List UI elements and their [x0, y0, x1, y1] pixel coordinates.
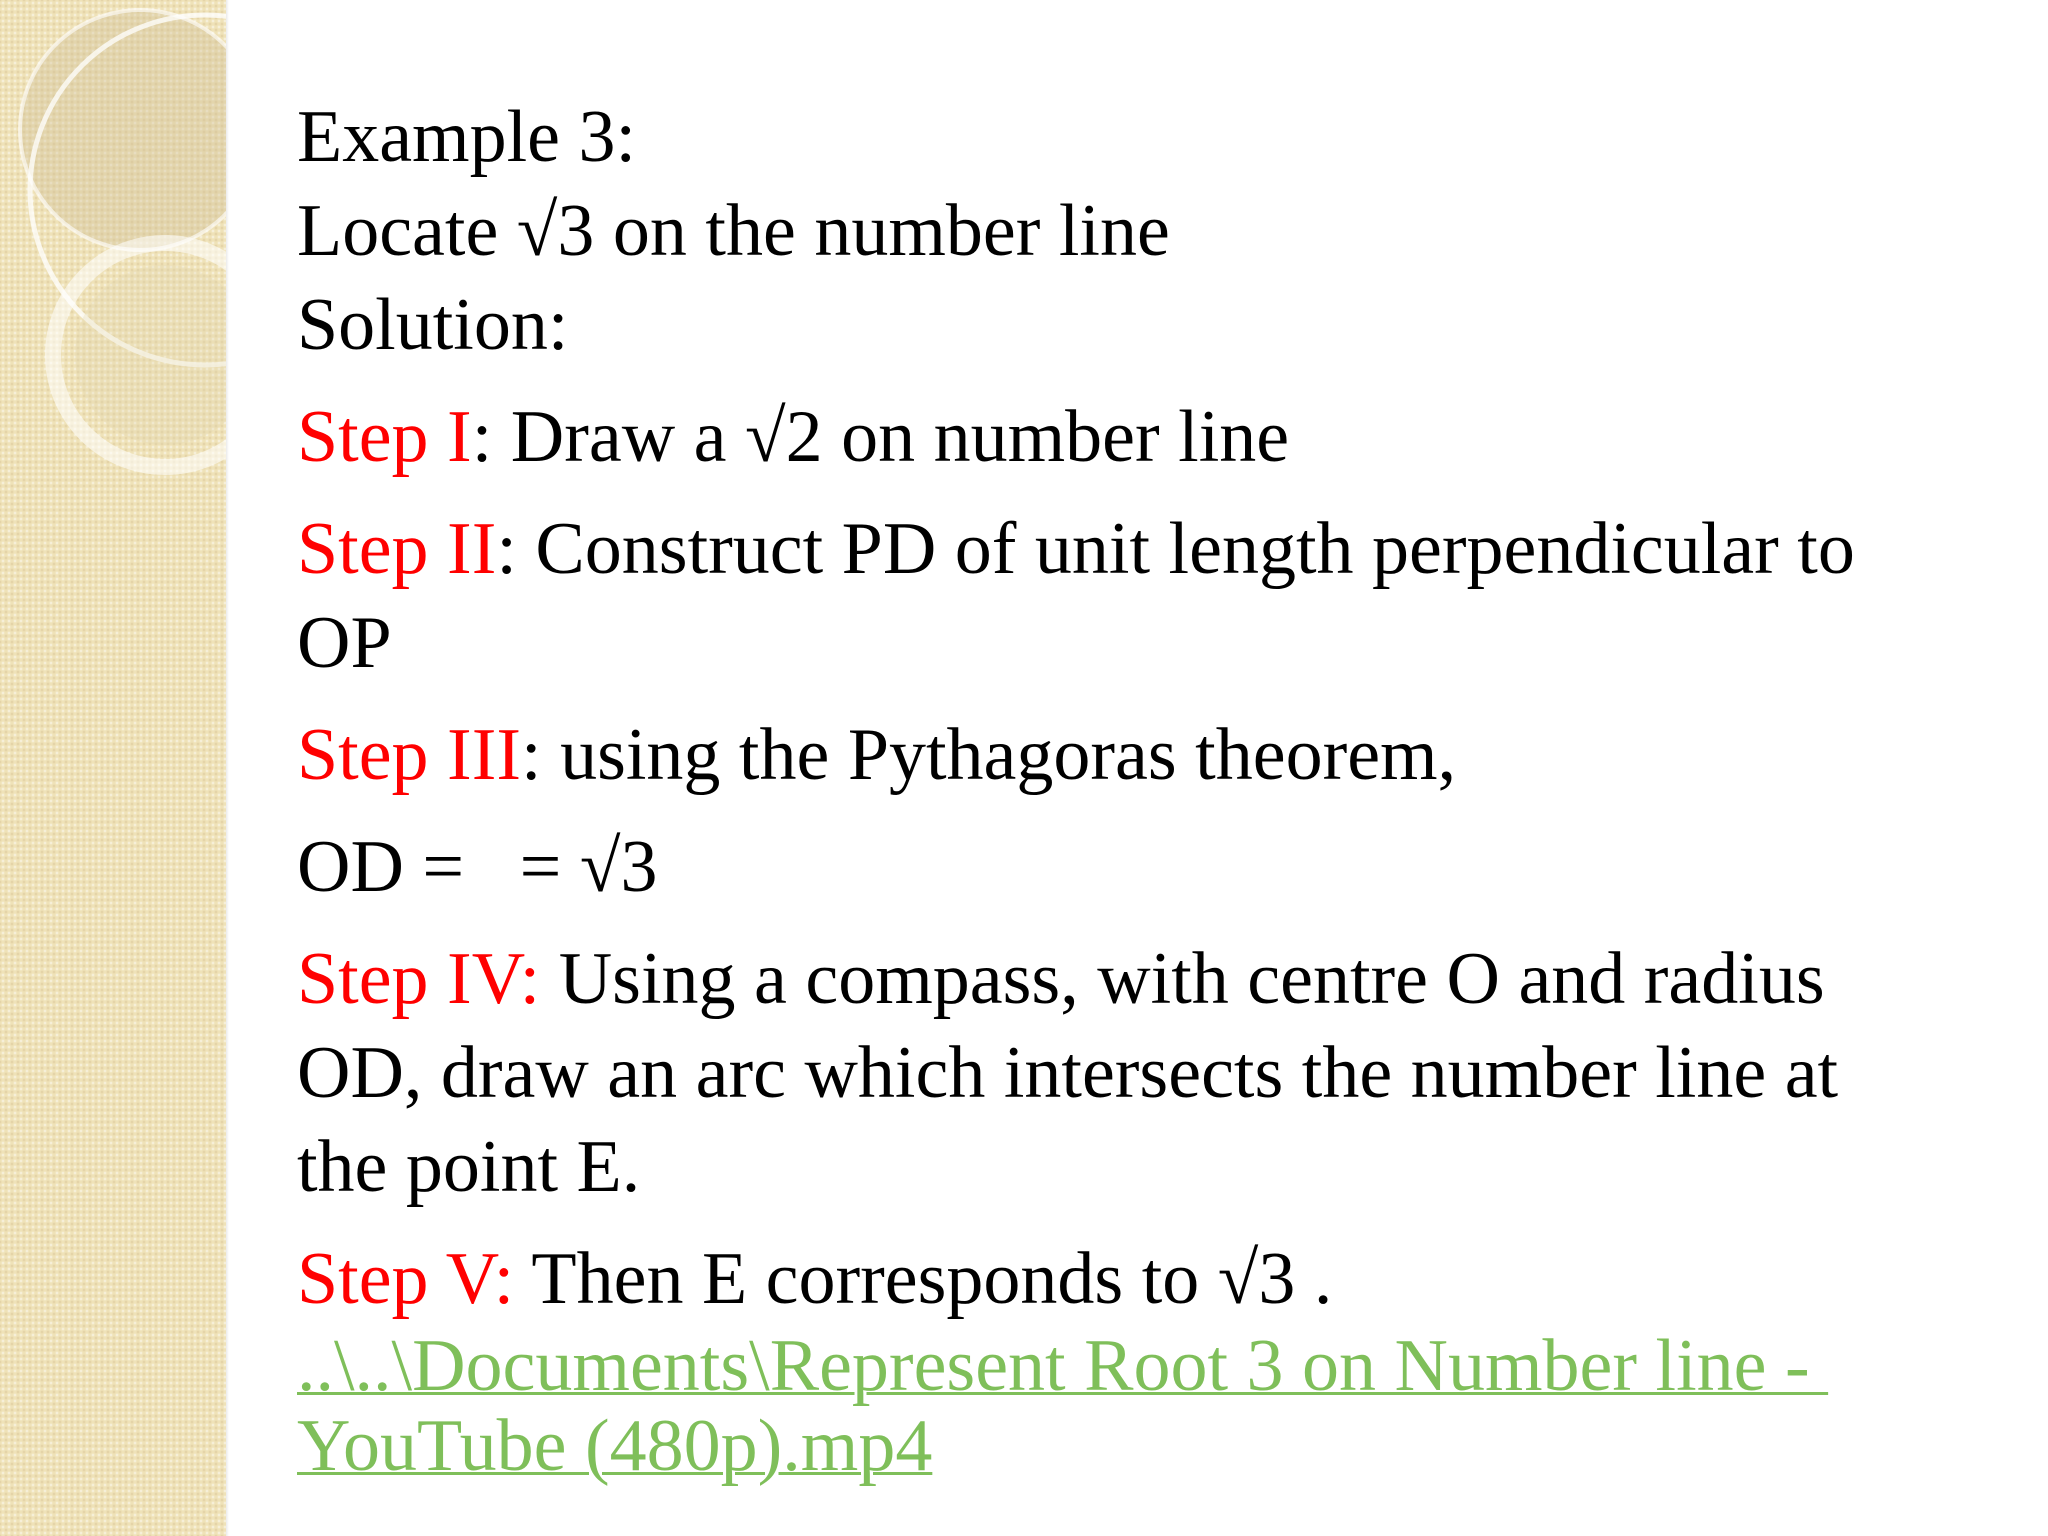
step-5-text: Then E corresponds to √3 . [514, 1238, 1333, 1320]
step-4-text: Using a compass, with centre O and radius [540, 938, 1825, 1020]
task-statement: Locate √3 on the number line [297, 190, 1170, 272]
video-link-line-2[interactable]: YouTube (480p).mp4 [297, 1405, 933, 1487]
decorative-sidebar [0, 0, 226, 1536]
step-1 [297, 390, 1997, 484]
example-heading: Example 3: [297, 96, 637, 178]
step-2-text: Construct PD of unit length perpendicular to [516, 508, 1855, 590]
equation: OD = = √3 [297, 826, 658, 908]
step-1-text: Draw a √2 on number line [492, 396, 1290, 478]
step-4-continuation: OD, draw an arc which intersects the number line at [297, 1032, 1839, 1114]
step-3-sep: : [521, 714, 542, 796]
decorative-rings [0, 0, 226, 1536]
video-link-line-1[interactable]: ..\..\Documents\Represent Root 3 on Number line - [297, 1325, 1829, 1407]
slide-content [297, 90, 1997, 1486]
sidebar-divider [226, 0, 229, 1536]
solution-heading: Solution: [297, 284, 569, 366]
step-1-label: Step I [297, 396, 472, 478]
step-2-sep: : [496, 508, 517, 590]
step-4-continuation-2: the point E. [297, 1126, 641, 1208]
step-2-label: Step II [297, 508, 497, 590]
step-3-text: using the Pythagoras theorem, [541, 714, 1457, 796]
video-link[interactable] [297, 1326, 1997, 1486]
step-3 [297, 708, 1997, 802]
step-4 [297, 932, 1997, 1214]
step-2-continuation: OP [297, 602, 392, 684]
step-5-label: Step V: [297, 1238, 515, 1320]
step-3-label: Step III [297, 714, 521, 796]
step-1-sep: : [471, 396, 493, 478]
step-4-label: Step IV: [297, 938, 541, 1020]
step-2 [297, 502, 1997, 690]
step-5 [297, 1232, 1997, 1326]
